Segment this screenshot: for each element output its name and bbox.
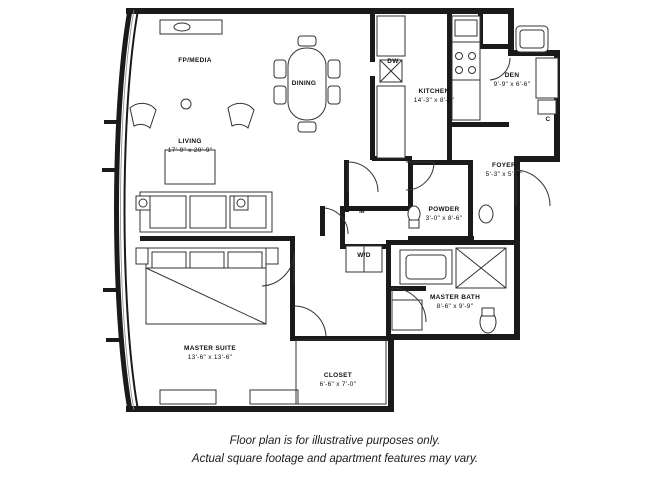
room-label-den [488, 72, 536, 89]
room-name: CLOSET [323, 372, 353, 379]
room-name: FOYER [492, 162, 516, 169]
room-label-living [159, 138, 221, 155]
room-label-foyer [478, 162, 530, 179]
room-dimensions: 17'-9" x 20'-9" [167, 146, 213, 154]
room-name: MASTER SUITE [184, 345, 236, 352]
room-name: LIVING [178, 138, 202, 145]
room-name: KITCHEN [418, 88, 450, 95]
room-dimensions: 14'-3" x 8'-6" [413, 96, 455, 104]
room-label-powder [418, 206, 470, 223]
room-dimensions: 6'-6" x 7'-0" [319, 380, 357, 388]
room-name: DINING [291, 80, 317, 87]
room-name: MASTER BATH [429, 294, 481, 301]
media-cabinet [160, 20, 222, 34]
room-dimensions: 13'-6" x 13'-6" [187, 353, 233, 361]
living-sofa [136, 150, 272, 232]
room-name: W/D [357, 252, 371, 259]
room-name: POWDER [428, 206, 460, 213]
room-label-master-bath [420, 294, 490, 311]
 [136, 248, 298, 404]
room-dimensions: 9'-9" x 6'-6" [493, 80, 531, 88]
living-chairs [130, 99, 254, 128]
kitchen-fixtures [377, 16, 480, 158]
room-name: M [359, 208, 365, 215]
room-label-master-suite [172, 345, 248, 362]
room-name: FP/MEDIA [178, 57, 212, 64]
disclaimer-line-2: Actual square footage and apartment features may vary. [191, 453, 479, 465]
den-furniture [516, 26, 558, 114]
room-dimensions: 8'-6" x 9'-9" [436, 302, 474, 310]
room-dimensions: 5'-3" x 5'-6" [485, 170, 523, 178]
room-label-fp-media [160, 57, 230, 66]
room-label-kitchen [404, 88, 464, 105]
room-name: DEN [504, 72, 520, 79]
room-dimensions: 3'-0" x 8'-6" [425, 214, 463, 222]
room-label-m [354, 208, 370, 217]
room-label-dw [382, 58, 404, 67]
room-label-washer-dryer [352, 252, 376, 261]
disclaimer [0, 432, 670, 468]
curved-exterior-wall [117, 8, 139, 412]
disclaimer-line-1: Floor plan is for illustrative purposes only. [229, 435, 441, 447]
room-label-closet [312, 372, 364, 389]
room-name: DW [387, 58, 399, 65]
room-label-dining [280, 80, 328, 89]
room-label-c [542, 116, 554, 125]
room-name: C [545, 116, 551, 123]
